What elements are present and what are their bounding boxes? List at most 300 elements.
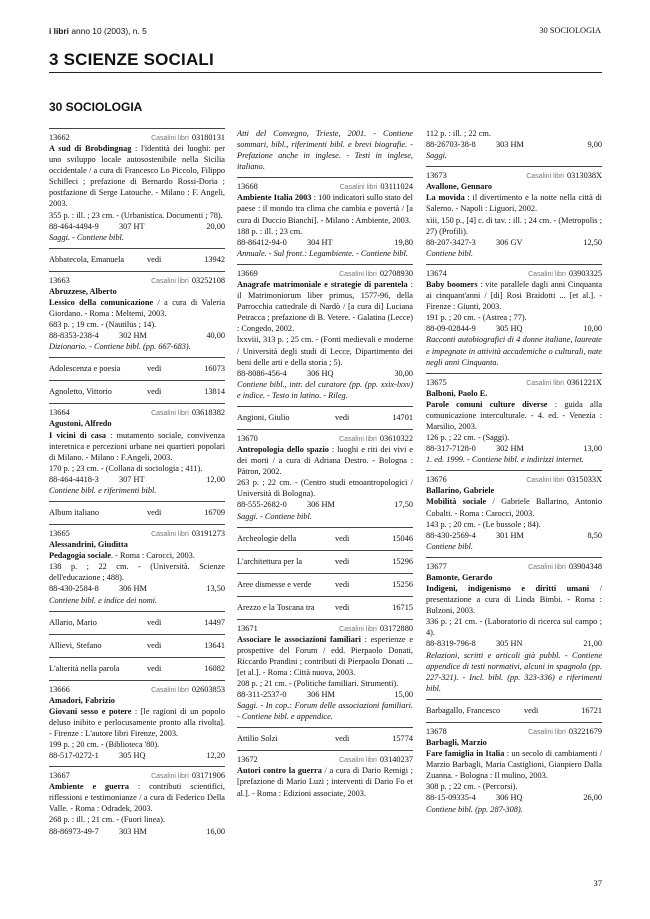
physical-description: 336 p. ; 21 cm. - (Laboratorio di ricerca sul campo ; 4). bbox=[426, 617, 602, 638]
record-continuation bbox=[237, 128, 413, 177]
record-header bbox=[426, 474, 602, 485]
catalog-code: 03140237 bbox=[379, 755, 413, 765]
xref-number: 16709 bbox=[204, 508, 225, 518]
record-author: Agustoni, Alfredo bbox=[49, 419, 112, 429]
catalog-code: 03171906 bbox=[191, 771, 225, 781]
price: 20,00 bbox=[206, 221, 225, 231]
record-title: Antropologia dello spazio bbox=[237, 444, 329, 454]
classification: 303 HM bbox=[119, 826, 147, 836]
record-note: Contiene bibl. (pp. 287-308). bbox=[426, 804, 523, 814]
cross-reference bbox=[49, 611, 225, 634]
record-code bbox=[151, 528, 225, 540]
price: 12,50 bbox=[583, 237, 602, 247]
classification: 306 HM bbox=[119, 584, 147, 594]
isbn: 88-317-7128-0 bbox=[426, 444, 476, 454]
record-number: 13674 bbox=[426, 268, 447, 278]
record-title: Pedagogia sociale bbox=[49, 551, 111, 561]
cross-reference bbox=[49, 248, 225, 271]
classification: 306 HM bbox=[307, 690, 335, 700]
record-title: Lessico della comunicazione bbox=[49, 297, 154, 307]
publisher-label: Casalini libri bbox=[526, 379, 564, 387]
publisher-label: Casalini libri bbox=[526, 173, 564, 181]
cross-reference bbox=[49, 501, 225, 524]
isbn: 88-8353-238-4 bbox=[49, 331, 99, 341]
column-2 bbox=[237, 128, 413, 804]
isbn: 88-464-4494-9 bbox=[49, 221, 99, 231]
record-header bbox=[237, 433, 413, 444]
record-body: / presentazione a cura di Linda Bimbi. - Roma : Bulzoni, 2003. bbox=[426, 584, 602, 616]
record-note: Atti del Convegno, Trieste, 2001. - Contiene sommari, bibl., riferimenti bibl. e brevi biografie. - Prefazione anche in inglese. - Testi in inglese, italiano. bbox=[237, 129, 413, 172]
publisher-label: Casalini libri bbox=[528, 270, 566, 278]
record-number: 13665 bbox=[49, 529, 70, 539]
price: 12,20 bbox=[206, 751, 225, 761]
record-description bbox=[426, 279, 602, 312]
record-body: : guida alla comunicazione interculturale. - 4. ed. - Venezia : Marsilio, 2003. bbox=[426, 399, 602, 431]
record-title: Fare famiglia in Italia bbox=[426, 749, 505, 759]
record-description bbox=[426, 748, 602, 781]
cross-reference bbox=[49, 357, 225, 380]
isbn: 88-09-02844-9 bbox=[426, 324, 476, 334]
record-number: 13662 bbox=[49, 133, 70, 142]
xref-vedi: vedi bbox=[335, 556, 350, 566]
record-author: Abruzzese, Alberto bbox=[49, 286, 117, 296]
catalog-code: 03618382 bbox=[191, 408, 225, 418]
publisher-label: Casalini libri bbox=[339, 757, 377, 765]
record-code bbox=[339, 433, 413, 445]
classification: 307 HT bbox=[119, 221, 145, 231]
record-code bbox=[151, 407, 225, 419]
physical-description: xiii, 150 p., [4] c. di tav. : ill. ; 24 cm. - (Metropolis ; 27) (Profili). bbox=[426, 215, 602, 236]
record-note: 1. ed. 1999. - Contiene bibl. e indirizzi internet. bbox=[426, 455, 584, 465]
price: 19,80 bbox=[394, 237, 413, 247]
record-author: Barbagli, Marzio bbox=[426, 737, 487, 747]
cross-reference bbox=[49, 657, 225, 680]
xref-number: 13942 bbox=[204, 254, 225, 264]
xref-number: 16721 bbox=[581, 705, 602, 715]
record-note: Saggi. bbox=[426, 151, 447, 161]
xref-term: Abbatecola, Emanuela bbox=[49, 254, 125, 264]
record-header bbox=[426, 726, 602, 737]
isbn-line bbox=[237, 237, 413, 248]
record-note: Saggi. - In cop.: Forum delle associazioni familiari. - Contiene bibl. e appendice. bbox=[237, 701, 413, 722]
record-header bbox=[49, 132, 225, 143]
record-description bbox=[237, 279, 413, 334]
publisher-label: Casalini libri bbox=[151, 686, 189, 694]
record-code bbox=[339, 268, 413, 280]
xref-number: 16715 bbox=[392, 602, 413, 612]
record-code bbox=[151, 770, 225, 782]
catalog-code: 03904348 bbox=[568, 561, 602, 571]
isbn-line bbox=[426, 792, 602, 803]
record-body: / Gabriele Ballarino, Antonio Cobalti. - Roma : Carocci, 2003. bbox=[426, 497, 602, 518]
catalog-code: 03610322 bbox=[379, 433, 413, 443]
record-header bbox=[237, 623, 413, 634]
record-number: 13669 bbox=[237, 268, 258, 278]
record-description bbox=[237, 765, 413, 798]
cross-reference bbox=[237, 550, 413, 573]
record-note: Contiene bibl., intr. del curatore (pp. (pp. xxix-lxxv) e indice. - Testo in latino. - Rileg. bbox=[237, 379, 413, 400]
record-description bbox=[237, 634, 413, 678]
record-body: : il Matrimoniorum liber primus, 1577-96, della Parrocchia cattedrale di Nardò / [a cura di] Luciana Petracca ; prefazione di B. Vetere. - Galatina (Lecce) : Congedo, 2002. bbox=[237, 279, 413, 334]
xref-vedi: vedi bbox=[147, 508, 162, 518]
record-description bbox=[426, 496, 602, 518]
catalog-code: 0361221X bbox=[566, 377, 602, 387]
chapter-heading: 3 SCIENZE SOCIALI bbox=[49, 50, 214, 69]
xref-vedi: vedi bbox=[335, 579, 350, 589]
record-code bbox=[526, 474, 602, 486]
publisher-label: Casalini libri bbox=[339, 270, 377, 278]
isbn: 88-26703-38-8 bbox=[426, 140, 476, 150]
classification: 301 HM bbox=[496, 530, 524, 540]
publisher-label: Casalini libri bbox=[151, 135, 189, 142]
catalog-record bbox=[426, 722, 602, 820]
record-title: Autori contro la guerra bbox=[237, 766, 322, 776]
price: 40,00 bbox=[206, 331, 225, 341]
cross-reference bbox=[237, 573, 413, 596]
record-description bbox=[49, 297, 225, 319]
record-title: A sud di Brobdingnag bbox=[49, 144, 132, 153]
catalog-record bbox=[426, 470, 602, 557]
isbn-line bbox=[426, 530, 602, 541]
record-description bbox=[49, 706, 225, 739]
price: 30,00 bbox=[394, 368, 413, 378]
xref-term: Adolescenza e poesia bbox=[49, 364, 121, 374]
record-note: Dizionario. - Contiene bibl. (pp. 667-683). bbox=[49, 342, 191, 352]
catalog-record bbox=[49, 524, 225, 611]
publisher-label: Casalini libri bbox=[151, 531, 189, 539]
physical-description: 112 p. : ill. ; 22 cm. bbox=[426, 129, 491, 138]
xref-number: 15046 bbox=[392, 533, 413, 543]
journal-issue: anno 10 (2003), n. 5 bbox=[71, 26, 147, 36]
isbn-line bbox=[49, 330, 225, 341]
journal-title: i libri bbox=[49, 26, 70, 36]
xref-term: Agnoletto, Vittorio bbox=[49, 387, 112, 397]
record-code bbox=[528, 726, 602, 738]
record-title: Anagrafe matrimoniale e strategie di parentela bbox=[237, 279, 408, 289]
record-description bbox=[49, 430, 225, 463]
xref-term: Aree dismesse e verde bbox=[237, 579, 312, 589]
xref-number: 14701 bbox=[392, 412, 413, 422]
record-body: . - Roma : Carocci, 2003. bbox=[111, 551, 195, 561]
record-description bbox=[49, 550, 225, 561]
record-header bbox=[237, 268, 413, 279]
record-note: Saggi. - Contiene bibl. bbox=[49, 232, 124, 242]
isbn: 88-8319-796-8 bbox=[426, 639, 476, 649]
physical-description: 683 p. ; 19 cm. - (Nautilus ; 14). bbox=[49, 320, 157, 330]
price: 13,00 bbox=[583, 444, 602, 454]
xref-vedi: vedi bbox=[335, 602, 350, 612]
xref-vedi: vedi bbox=[147, 387, 162, 397]
record-code bbox=[340, 181, 413, 193]
price: 15,00 bbox=[394, 690, 413, 700]
record-author: Avallone, Gennaro bbox=[426, 182, 493, 192]
record-header bbox=[426, 268, 602, 279]
xref-term: Allievi, Stefano bbox=[49, 640, 102, 650]
isbn-line bbox=[237, 368, 413, 379]
record-header bbox=[49, 275, 225, 286]
catalog-record bbox=[237, 177, 413, 264]
xref-number: 15296 bbox=[392, 556, 413, 566]
record-body: : [le ragioni di un popolo deluso inibito e perlocusamente pronto alla rivolta]. - Firenze : L'autore libri Firenze, 2003. bbox=[49, 706, 225, 738]
classification: 305 HN bbox=[496, 639, 523, 649]
running-head bbox=[49, 26, 601, 40]
physical-description: 355 p. : ill. ; 23 cm. - (Urbanistica. Documenti ; 78). bbox=[49, 210, 223, 220]
physical-description: 138 p. ; 22 cm. - (Università. Scienze dell'educazione ; 488). bbox=[49, 562, 225, 583]
physical-description: 199 p. ; 20 cm. - (Biblioteca '80). bbox=[49, 740, 160, 749]
physical-description: 268 p. : ill. ; 21 cm. - (Fuori linea). bbox=[49, 815, 165, 825]
record-title: I vicini di casa bbox=[49, 430, 107, 440]
page-number: 37 bbox=[593, 878, 602, 888]
catalog-code: 02708930 bbox=[379, 268, 413, 278]
catalog-code: 03903325 bbox=[568, 268, 602, 278]
classification: 304 HT bbox=[307, 237, 333, 247]
publisher-label: Casalini libri bbox=[151, 277, 189, 285]
isbn: 88-430-2569-4 bbox=[426, 530, 476, 540]
catalog-code: 03191273 bbox=[191, 529, 225, 539]
physical-description: 308 p. ; 22 cm. - (Percorsi). bbox=[426, 782, 518, 792]
record-number: 13673 bbox=[426, 171, 447, 181]
isbn-line bbox=[49, 826, 225, 837]
catalog-code: 03252108 bbox=[191, 275, 225, 285]
record-header bbox=[426, 377, 602, 388]
catalog-record bbox=[426, 373, 602, 471]
record-title: Associare le associazioni familiari bbox=[237, 634, 361, 644]
record-author: Amadori, Fabrizio bbox=[49, 695, 115, 705]
record-number: 13676 bbox=[426, 475, 447, 485]
catalog-record bbox=[49, 128, 225, 248]
xref-term: L'architettura per la bbox=[237, 556, 303, 566]
price: 26,00 bbox=[583, 793, 602, 803]
record-note: Relazioni, scritti e articoli già pubbl. - Contiene appendice di testi normativi, alcuni in spagnolo (pp. 227-321). - Incl. bibl. (pp. 323-336) e riferimenti bibl. bbox=[426, 650, 602, 693]
record-number: 13671 bbox=[237, 623, 258, 633]
cross-reference bbox=[237, 727, 413, 750]
xref-number: 16073 bbox=[204, 364, 225, 374]
record-title: Mobilità sociale bbox=[426, 497, 487, 507]
publisher-label: Casalini libri bbox=[339, 184, 378, 192]
classification: 302 HM bbox=[496, 444, 524, 454]
catalog-record bbox=[237, 264, 413, 406]
record-header bbox=[49, 770, 225, 781]
xref-vedi: vedi bbox=[147, 640, 162, 650]
isbn: 88-430-2584-8 bbox=[49, 584, 99, 594]
classification: 303 HM bbox=[496, 140, 524, 150]
isbn: 88-86412-94-0 bbox=[237, 237, 287, 247]
record-number: 13677 bbox=[426, 561, 447, 571]
cross-reference bbox=[237, 406, 413, 429]
record-note: Contiene bibl. e indice dei nomi. bbox=[49, 595, 158, 605]
xref-number: 13641 bbox=[204, 640, 225, 650]
record-author: Ballarino, Gabriele bbox=[426, 486, 495, 496]
xref-vedi: vedi bbox=[524, 705, 539, 715]
column-1 bbox=[49, 128, 225, 842]
record-author: Alessandrini, Giuditta bbox=[49, 540, 128, 550]
record-description bbox=[49, 781, 225, 814]
record-number: 13670 bbox=[237, 433, 258, 443]
classification: 306 GV bbox=[496, 237, 523, 247]
record-number: 13666 bbox=[49, 684, 70, 694]
isbn-line bbox=[426, 237, 602, 248]
record-header bbox=[426, 561, 602, 572]
catalog-code: 03180131 bbox=[191, 133, 225, 142]
record-body: : esperienze e prospettive del Forum / edd. Pierpaolo Donati, Riccardo Prandini ; contributi di Pierpaolo Donati ... [et al.]. - Roma : Città nuova, 2003. bbox=[237, 634, 414, 677]
classification: 307 HT bbox=[119, 474, 145, 484]
xref-term: Allario, Mario bbox=[49, 617, 97, 627]
record-body: : un secolo di cambiamenti / Marzio Barbagli, Maria Castiglioni, Gianpiero Dalla Zuanna. - Bologna : Il mulino, 2003. bbox=[426, 749, 602, 781]
chapter-rule bbox=[49, 72, 602, 73]
record-note: Annuale. - Sul front.: Legambiente. - Contiene bibl. bbox=[237, 248, 408, 258]
price: 8,50 bbox=[587, 530, 602, 540]
physical-description: 263 p. ; 22 cm. - (Centro studi etnoantropologici / Università di Bologna). bbox=[237, 478, 413, 499]
section-heading: 30 SOCIOLOGIA bbox=[49, 100, 143, 114]
xref-vedi: vedi bbox=[335, 412, 350, 422]
xref-term: Archeologie della bbox=[237, 533, 297, 543]
publisher-label: Casalini libri bbox=[151, 773, 189, 781]
catalog-record bbox=[426, 166, 602, 264]
record-title: Parole comuni culture diverse bbox=[426, 399, 548, 409]
record-title: Ambiente e guerra bbox=[49, 782, 129, 792]
record-description bbox=[49, 143, 225, 210]
physical-description: 143 p. ; 20 cm. - (Le bussole ; 84). bbox=[426, 519, 541, 529]
classification: 306 HM bbox=[307, 500, 335, 510]
isbn-line bbox=[426, 638, 602, 649]
isbn-line bbox=[49, 750, 225, 761]
record-note: Contiene bibl. e riferimenti bibl. bbox=[49, 485, 157, 495]
record-body: / a cura di Dario Remigi ; [prefazione di Mario Luzi ; interventi di Dario Fo et al.]. - Roma : Edizioni associate, 2003. bbox=[237, 766, 413, 798]
isbn-line bbox=[49, 474, 225, 485]
classification: 306 HQ bbox=[496, 793, 523, 803]
record-author: Balboni, Paolo E. bbox=[426, 388, 488, 398]
record-number: 13667 bbox=[49, 771, 70, 781]
record-body: : mutamento sociale, convivenza interetnica e percezioni urbane nei quartieri popolari di Milano. - Milano : F.Angeli, 2003. bbox=[49, 430, 225, 462]
record-title: Indigeni, indigenismo e diritti umani bbox=[426, 584, 590, 593]
xref-vedi: vedi bbox=[147, 254, 162, 264]
record-body: : luoghi e riti dei vivi e dei morti / a cura di Adriana Destro. - Bologna : Pàtron, 2002. bbox=[237, 444, 413, 477]
catalog-code: 0315033X bbox=[566, 475, 602, 485]
record-body: : il divertimento e la notte nella città di Salerno. - Napoli : Liguori, 2002. bbox=[426, 193, 602, 214]
record-description bbox=[237, 192, 413, 225]
physical-description: 126 p. ; 22 cm. - (Saggi). bbox=[426, 433, 510, 443]
record-code bbox=[339, 623, 413, 635]
record-code bbox=[151, 684, 225, 696]
isbn: 88-311-2537-0 bbox=[237, 690, 287, 700]
price: 17,50 bbox=[394, 500, 413, 510]
catalog-code: 02603853 bbox=[191, 684, 225, 694]
price: 13,50 bbox=[206, 584, 225, 594]
xref-term: Angioni, Giulio bbox=[237, 412, 290, 422]
record-number: 13664 bbox=[49, 408, 70, 418]
isbn-line bbox=[49, 221, 225, 232]
isbn: 88-86973-49-7 bbox=[49, 826, 99, 836]
physical-description: 208 p. ; 21 cm. - (Politiche familiari. Strumenti). bbox=[237, 679, 399, 688]
classification: 305 HQ bbox=[496, 324, 523, 334]
catalog-record bbox=[237, 750, 413, 803]
record-title: Giovani sesso e potere bbox=[49, 706, 132, 716]
record-description bbox=[426, 399, 602, 432]
publisher-label: Casalini libri bbox=[339, 625, 377, 633]
classification: 306 HQ bbox=[307, 368, 334, 378]
record-code bbox=[526, 170, 602, 182]
record-header bbox=[426, 170, 602, 181]
publisher-label: Casalini libri bbox=[526, 477, 564, 485]
xref-term: Arezzo e la Toscana tra bbox=[237, 602, 315, 612]
publisher-label: Casalini libri bbox=[339, 435, 377, 443]
catalog-record bbox=[237, 619, 413, 728]
isbn: 88-517-0272-1 bbox=[49, 751, 99, 761]
xref-term: Album italiano bbox=[49, 508, 100, 518]
record-note: Contiene bibl. bbox=[426, 248, 474, 258]
xref-vedi: vedi bbox=[147, 617, 162, 627]
record-code bbox=[528, 268, 602, 280]
catalog-code: 03111024 bbox=[380, 182, 413, 192]
record-title: Baby boomers bbox=[426, 279, 478, 289]
catalog-code: 03221679 bbox=[568, 726, 602, 736]
publisher-label: Casalini libri bbox=[528, 728, 566, 736]
record-description bbox=[426, 583, 602, 616]
record-body: : contributi scientifici, riflessioni e testimonianze / a cura di Federico Della Valle. - Roma : Odradek, 2003. bbox=[49, 782, 225, 814]
isbn-line bbox=[426, 139, 602, 150]
isbn-line bbox=[237, 499, 413, 510]
xref-vedi: vedi bbox=[147, 663, 162, 673]
isbn-line bbox=[426, 323, 602, 334]
xref-vedi: vedi bbox=[335, 533, 350, 543]
record-code bbox=[526, 377, 602, 389]
record-code bbox=[151, 275, 225, 287]
catalog-code: 0313038X bbox=[566, 171, 602, 181]
record-note: Contiene bibl. bbox=[426, 541, 474, 551]
isbn-line bbox=[49, 583, 225, 594]
catalog-code: 03172880 bbox=[379, 623, 413, 633]
record-code bbox=[528, 561, 602, 573]
cross-reference bbox=[426, 699, 602, 722]
catalog-record bbox=[237, 429, 413, 527]
physical-description: 191 p. ; 20 cm. - (Astrea ; 77). bbox=[426, 313, 527, 323]
running-head-left bbox=[49, 26, 147, 36]
isbn: 88-8086-456-4 bbox=[237, 368, 287, 378]
record-author: Bamonte, Gerardo bbox=[426, 572, 493, 582]
record-code bbox=[151, 132, 225, 144]
record-header bbox=[49, 684, 225, 695]
isbn: 88-464-4418-3 bbox=[49, 474, 99, 484]
publisher-label: Casalini libri bbox=[151, 410, 189, 418]
physical-description: lxxviii, 313 p. ; 25 cm. - (Fonti medievali e moderne / Università degli studi di Lecce, Dipartimento dei beni delle arti e della storia ; 5). bbox=[237, 335, 413, 367]
record-header bbox=[49, 407, 225, 418]
record-description bbox=[426, 192, 602, 214]
record-description bbox=[237, 444, 413, 477]
xref-number: 14497 bbox=[204, 617, 225, 627]
isbn: 88-15-09335-4 bbox=[426, 793, 476, 803]
record-title: La movida bbox=[426, 193, 465, 203]
running-head-section: 30 SOCIOLOGIA bbox=[539, 26, 601, 35]
catalog-record bbox=[49, 680, 225, 767]
record-body: : vite parallele dagli anni Cinquanta ai cinquant'anni / [di] Rosi Braidotti ... [et al.]. - Firenze : Giunti, 2003. bbox=[426, 279, 602, 312]
cross-reference bbox=[237, 596, 413, 619]
record-header bbox=[237, 754, 413, 765]
catalog-record bbox=[426, 264, 602, 373]
record-number: 13663 bbox=[49, 275, 70, 285]
price: 9,00 bbox=[587, 140, 602, 150]
xref-vedi: vedi bbox=[147, 364, 162, 374]
record-body: / a cura di Valeria Giordano. - Roma : Meltemi, 2003. bbox=[49, 297, 226, 319]
isbn: 88-207-3427-3 bbox=[426, 237, 476, 247]
record-header bbox=[49, 528, 225, 539]
catalog-record bbox=[49, 766, 225, 841]
cross-reference bbox=[237, 527, 413, 550]
xref-vedi: vedi bbox=[335, 734, 350, 744]
record-number: 13675 bbox=[426, 377, 447, 387]
xref-number: 15774 bbox=[392, 734, 413, 744]
record-note: Racconti autobiografici di 4 donne italiane, laureate e impegnate in attività accademiche o culturali, nate negli anni Cinquanta. bbox=[426, 335, 602, 367]
xref-term: Attilio Solzi bbox=[237, 734, 278, 744]
